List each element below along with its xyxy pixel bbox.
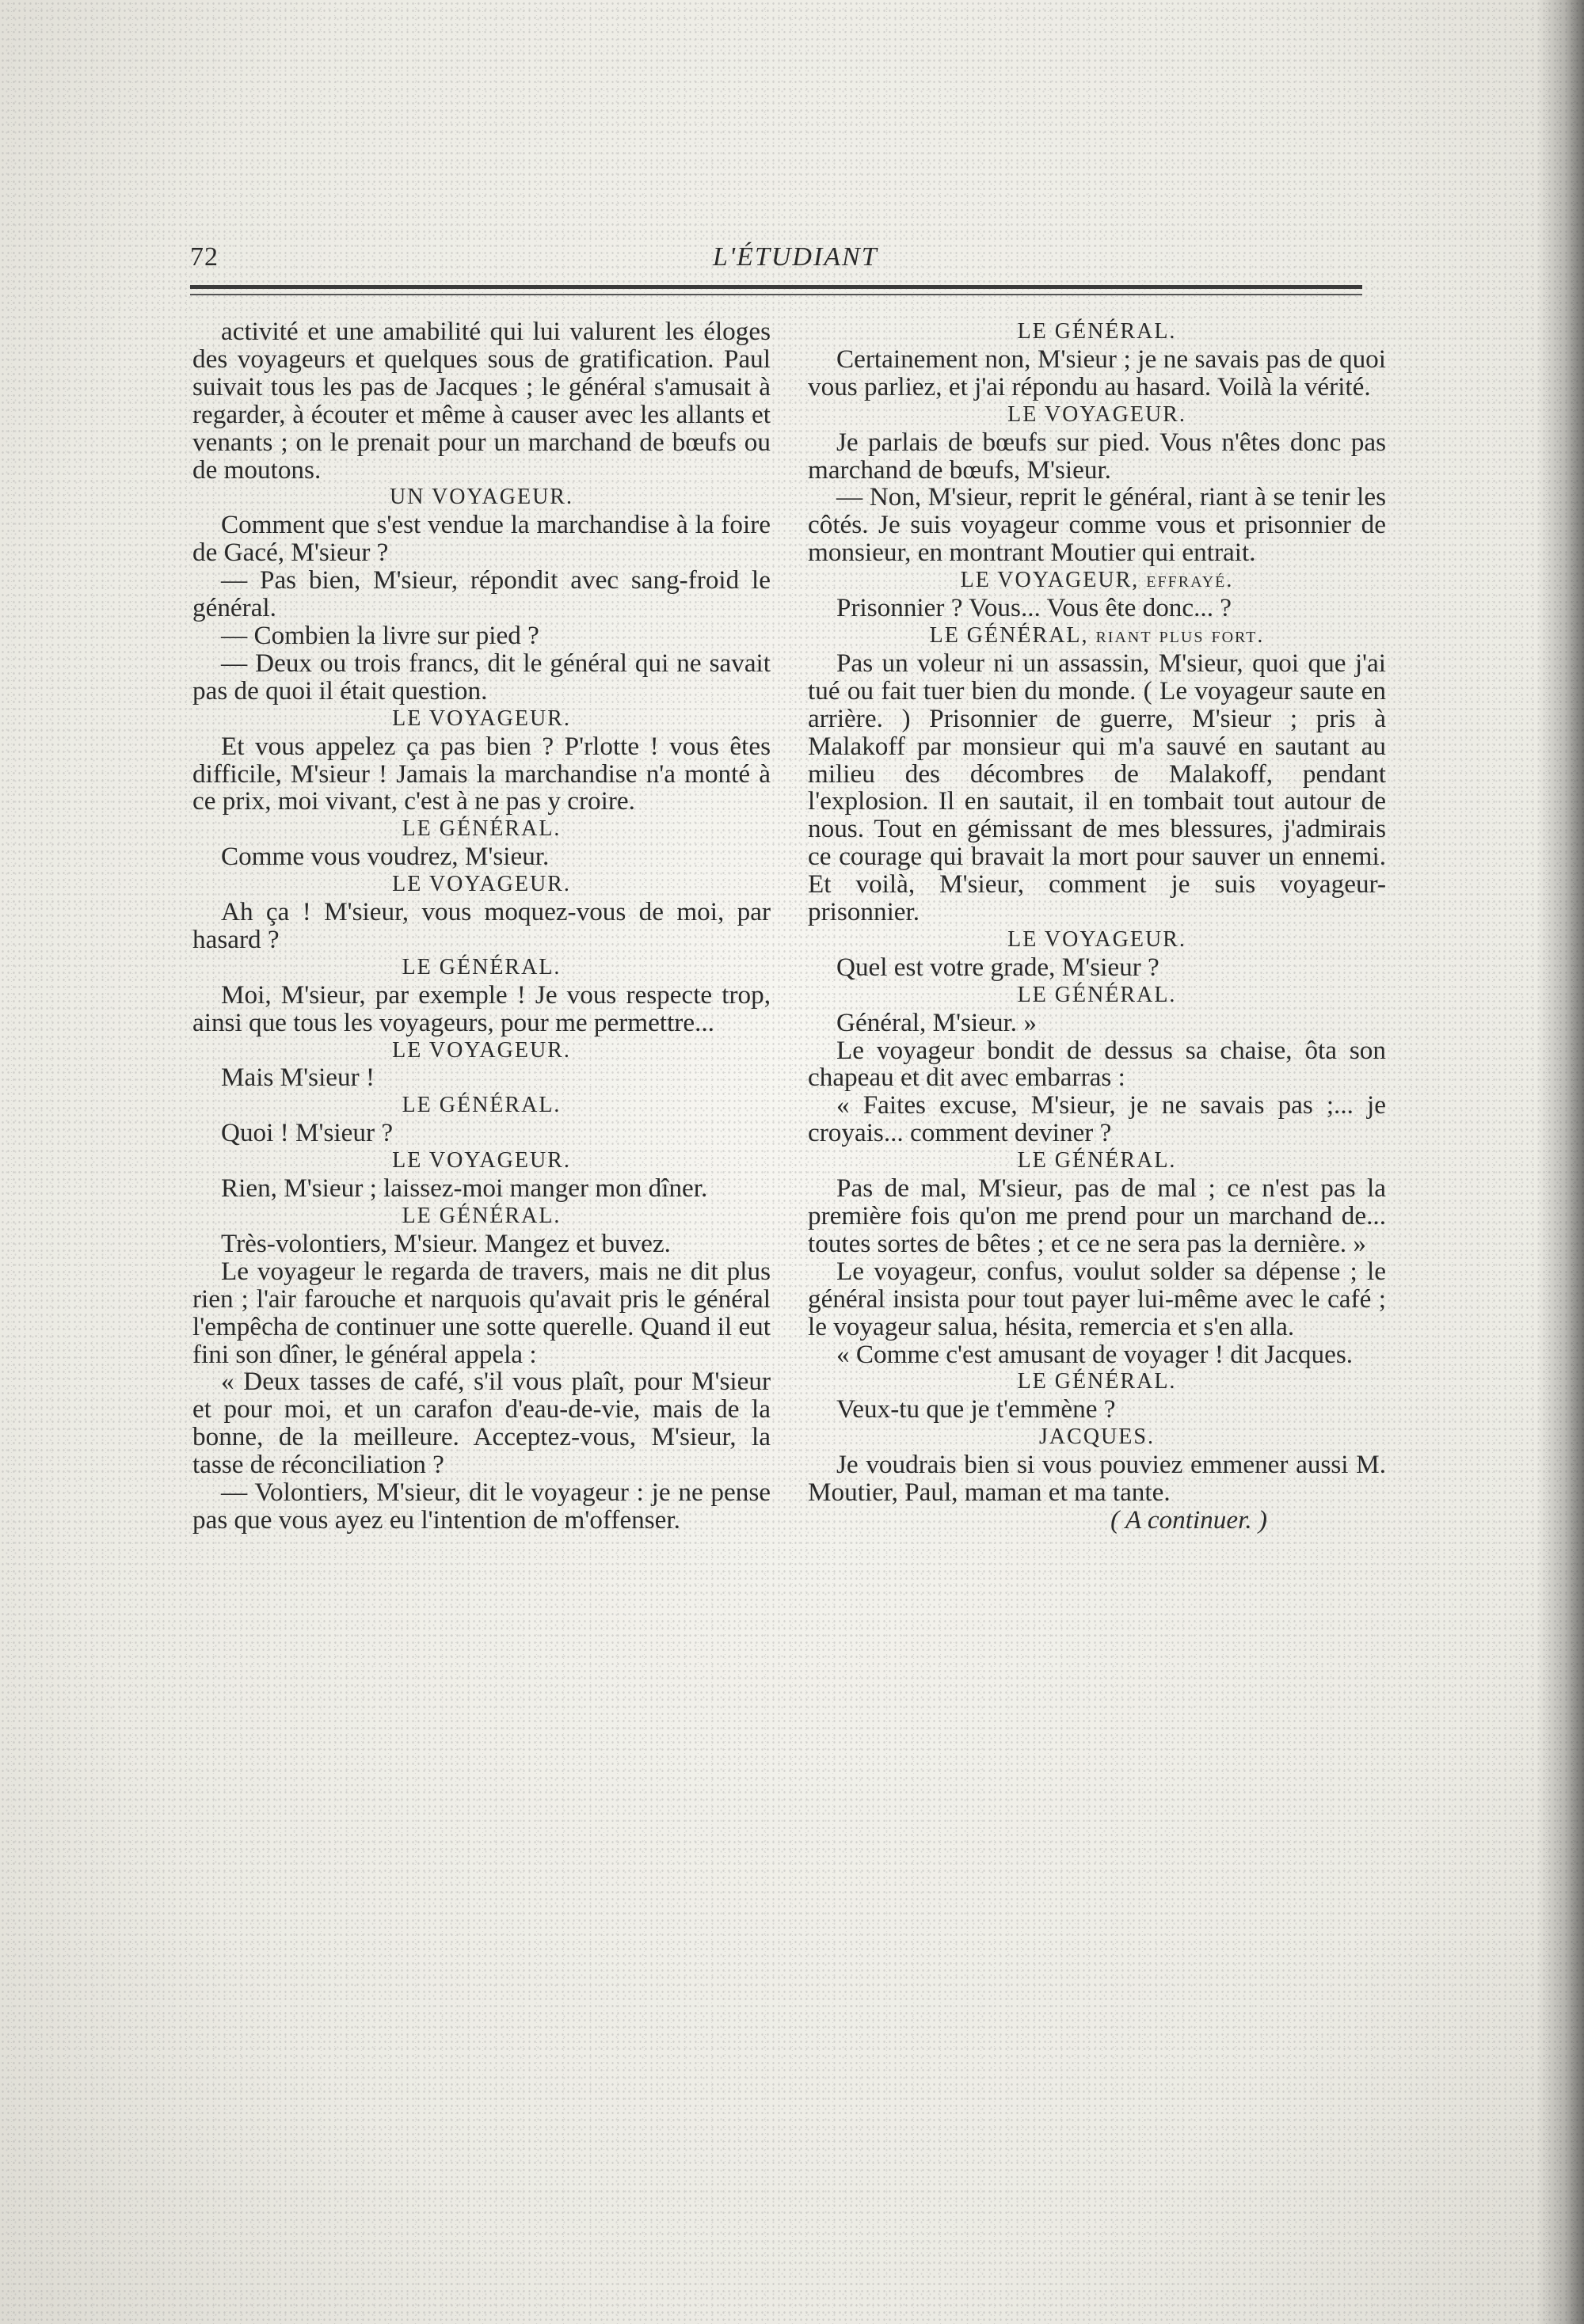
left-column (192, 318, 771, 1535)
speaker-label: LE VOYAGEUR. (1007, 926, 1186, 952)
speaker-label: LE GÉNÉRAL. (402, 954, 562, 979)
speaker-label: LE GÉNÉRAL. (1017, 1369, 1177, 1394)
header-rule-thin (190, 294, 1362, 295)
paragraph: Pas de mal, M'sieur, pas de mal ; ce n'est pas la première fois qu'on me prend pour un marchand de... toutes sortes de bêtes ; et ce ne sera pas la dernière. » (808, 1173, 1386, 1258)
speaker-label: LE VOYAGEUR. (1007, 401, 1186, 427)
paragraph: Je parlais de bœufs sur pied. Vous n'êtes donc pas marchand de bœufs, M'sieur. (808, 427, 1386, 485)
header-rule-thick (190, 285, 1362, 289)
speaker-label: LE GÉNÉRAL, riant plus fort. (929, 622, 1265, 648)
page-edge-shadow (1536, 0, 1584, 2324)
paragraph: activité et une amabilité qui lui valurent les éloges des voyageurs et quelques sous de gratification. Paul suivait tous les pas de Jacques ; le général s'amusait à regarder, à écouter et même à causer avec les allants et venants ; on le prenait pour un marchand de bœufs ou de moutons. (192, 317, 771, 485)
speaker-label: LE VOYAGEUR. (392, 1148, 571, 1173)
paragraph: Pas un voleur ni un assassin, M'sieur, quoi que j'ai tué ou fait tuer bien du monde. ( Le voyageur saute en arrière. ) Prisonnier de guerre, M'sieur ; pris à Malakoff par monsieur qui m'a sauvé en sautant au milieu des décombres de Malakoff, pendant l'explosion. Il en sautait, il en tombait tout autour de nous. Tout en gémissant de mes blessures, j'admirais ce courage qui bravait la mort pour sauver un ennemi. Et voilà, M'sieur, comment je suis voyageur-prisonnier. (808, 648, 1386, 927)
speaker-label: UN VOYAGEUR. (390, 485, 573, 510)
speaker-label: LE GÉNÉRAL. (1017, 319, 1177, 344)
speaker-label: LE VOYAGEUR. (392, 706, 571, 731)
speaker-label: LE VOYAGEUR. (392, 872, 571, 897)
paragraph: « Deux tasses de café, s'il vous plaît, pour M'sieur et pour moi, et un carafon d'eau-de-vie, mais de la bonne, de la meilleure. Acceptez-vous, M'sieur, la tasse de réconciliation ? (192, 1367, 771, 1480)
paragraph: « Faites excuse, M'sieur, je ne savais pas ;... je croyais... comment deviner ? (808, 1090, 1386, 1148)
paragraph: Le voyageur, confus, voulut solder sa dépense ; le général insista pour tout payer lui-même avec le café ; le voyageur salua, hésita, remercia et s'en alla. (808, 1256, 1386, 1341)
paragraph: — Deux ou trois francs, dit le général qui ne savait pas de quoi il était question. (192, 648, 771, 706)
paragraph: — Pas bien, M'sieur, répondit avec sang-froid le général. (192, 565, 771, 623)
speaker-label: LE GÉNÉRAL. (1017, 982, 1177, 1007)
speaker-label: LE GÉNÉRAL. (402, 816, 562, 842)
paragraph: Ah ça ! M'sieur, vous moquez-vous de moi, par hasard ? (192, 897, 771, 954)
paragraph: Rien, M'sieur ; laissez-moi manger mon dîner. (221, 1173, 708, 1204)
right-column (808, 318, 1386, 1535)
paragraph: Je voudrais bien si vous pouviez emmener aussi M. Moutier, Paul, maman et ma tante. (808, 1450, 1386, 1508)
paragraph: — Non, M'sieur, reprit le général, riant à se tenir les côtés. Je suis voyageur comme vous et prisonnier de monsieur, en montrant Moutier qui entrait. (808, 482, 1386, 568)
page-header (190, 238, 1362, 285)
paragraph: Le voyageur bondit de dessus sa chaise, ôta son chapeau et dit avec embarras : (808, 1035, 1386, 1093)
running-title: L'ÉTUDIANT (713, 242, 878, 272)
paragraph: Général, M'sieur. » (836, 1007, 1037, 1037)
paragraph: Certainement non, M'sieur ; je ne savais pas de quoi vous parliez, et j'ai répondu au hasard. Voilà la vérité. (808, 344, 1386, 401)
continuation-note: ( A continuer. ) (1110, 1504, 1267, 1535)
paragraph: Le voyageur le regarda de travers, mais ne dit plus rien ; l'air farouche et narquois qu'avait pris le général l'empêcha de continuer une sotte querelle. Quand il eut fini son dîner, le général appela : (192, 1256, 771, 1369)
paragraph: Veux-tu que je t'emmène ? (836, 1394, 1116, 1424)
speaker-label: LE GÉNÉRAL. (402, 1204, 562, 1228)
speaker-label: JACQUES. (1039, 1424, 1155, 1450)
paragraph: Mais M'sieur ! (221, 1063, 375, 1093)
paragraph: « Comme c'est amusant de voyager ! dit Jacques. (836, 1339, 1354, 1369)
paragraph: Comme vous voudrez, M'sieur. (221, 842, 550, 872)
paragraph: Prisonnier ? Vous... Vous ête donc... ? (836, 593, 1232, 623)
speaker-label: LE VOYAGEUR, effrayé. (960, 568, 1234, 593)
speaker-label: LE GÉNÉRAL. (1017, 1148, 1177, 1173)
page-number: 72 (190, 242, 219, 272)
speaker-label: LE GÉNÉRAL. (402, 1093, 562, 1118)
paragraph: Comment que s'est vendue la marchandise à la foire de Gacé, M'sieur ? (192, 510, 771, 568)
paragraph: Et vous appelez ça pas bien ? P'rlotte ! vous êtes difficile, M'sieur ! Jamais la marchandise n'a monté à ce prix, moi vivant, c'est à ne pas y croire. (192, 731, 771, 816)
paragraph: Quoi ! M'sieur ? (221, 1118, 394, 1148)
paragraph: — Volontiers, M'sieur, dit le voyageur : je ne pense pas que vous ayez eu l'intention de m'offenser. (192, 1478, 771, 1535)
speaker-label: LE VOYAGEUR. (392, 1037, 571, 1063)
paragraph: Moi, M'sieur, par exemple ! Je vous respecte trop, ainsi que tous les voyageurs, pour me permettre... (192, 979, 771, 1037)
paragraph: — Combien la livre sur pied ? (221, 620, 539, 650)
paragraph: Quel est votre grade, M'sieur ? (836, 952, 1159, 982)
paragraph: Très-volontiers, M'sieur. Mangez et buvez. (221, 1228, 671, 1258)
